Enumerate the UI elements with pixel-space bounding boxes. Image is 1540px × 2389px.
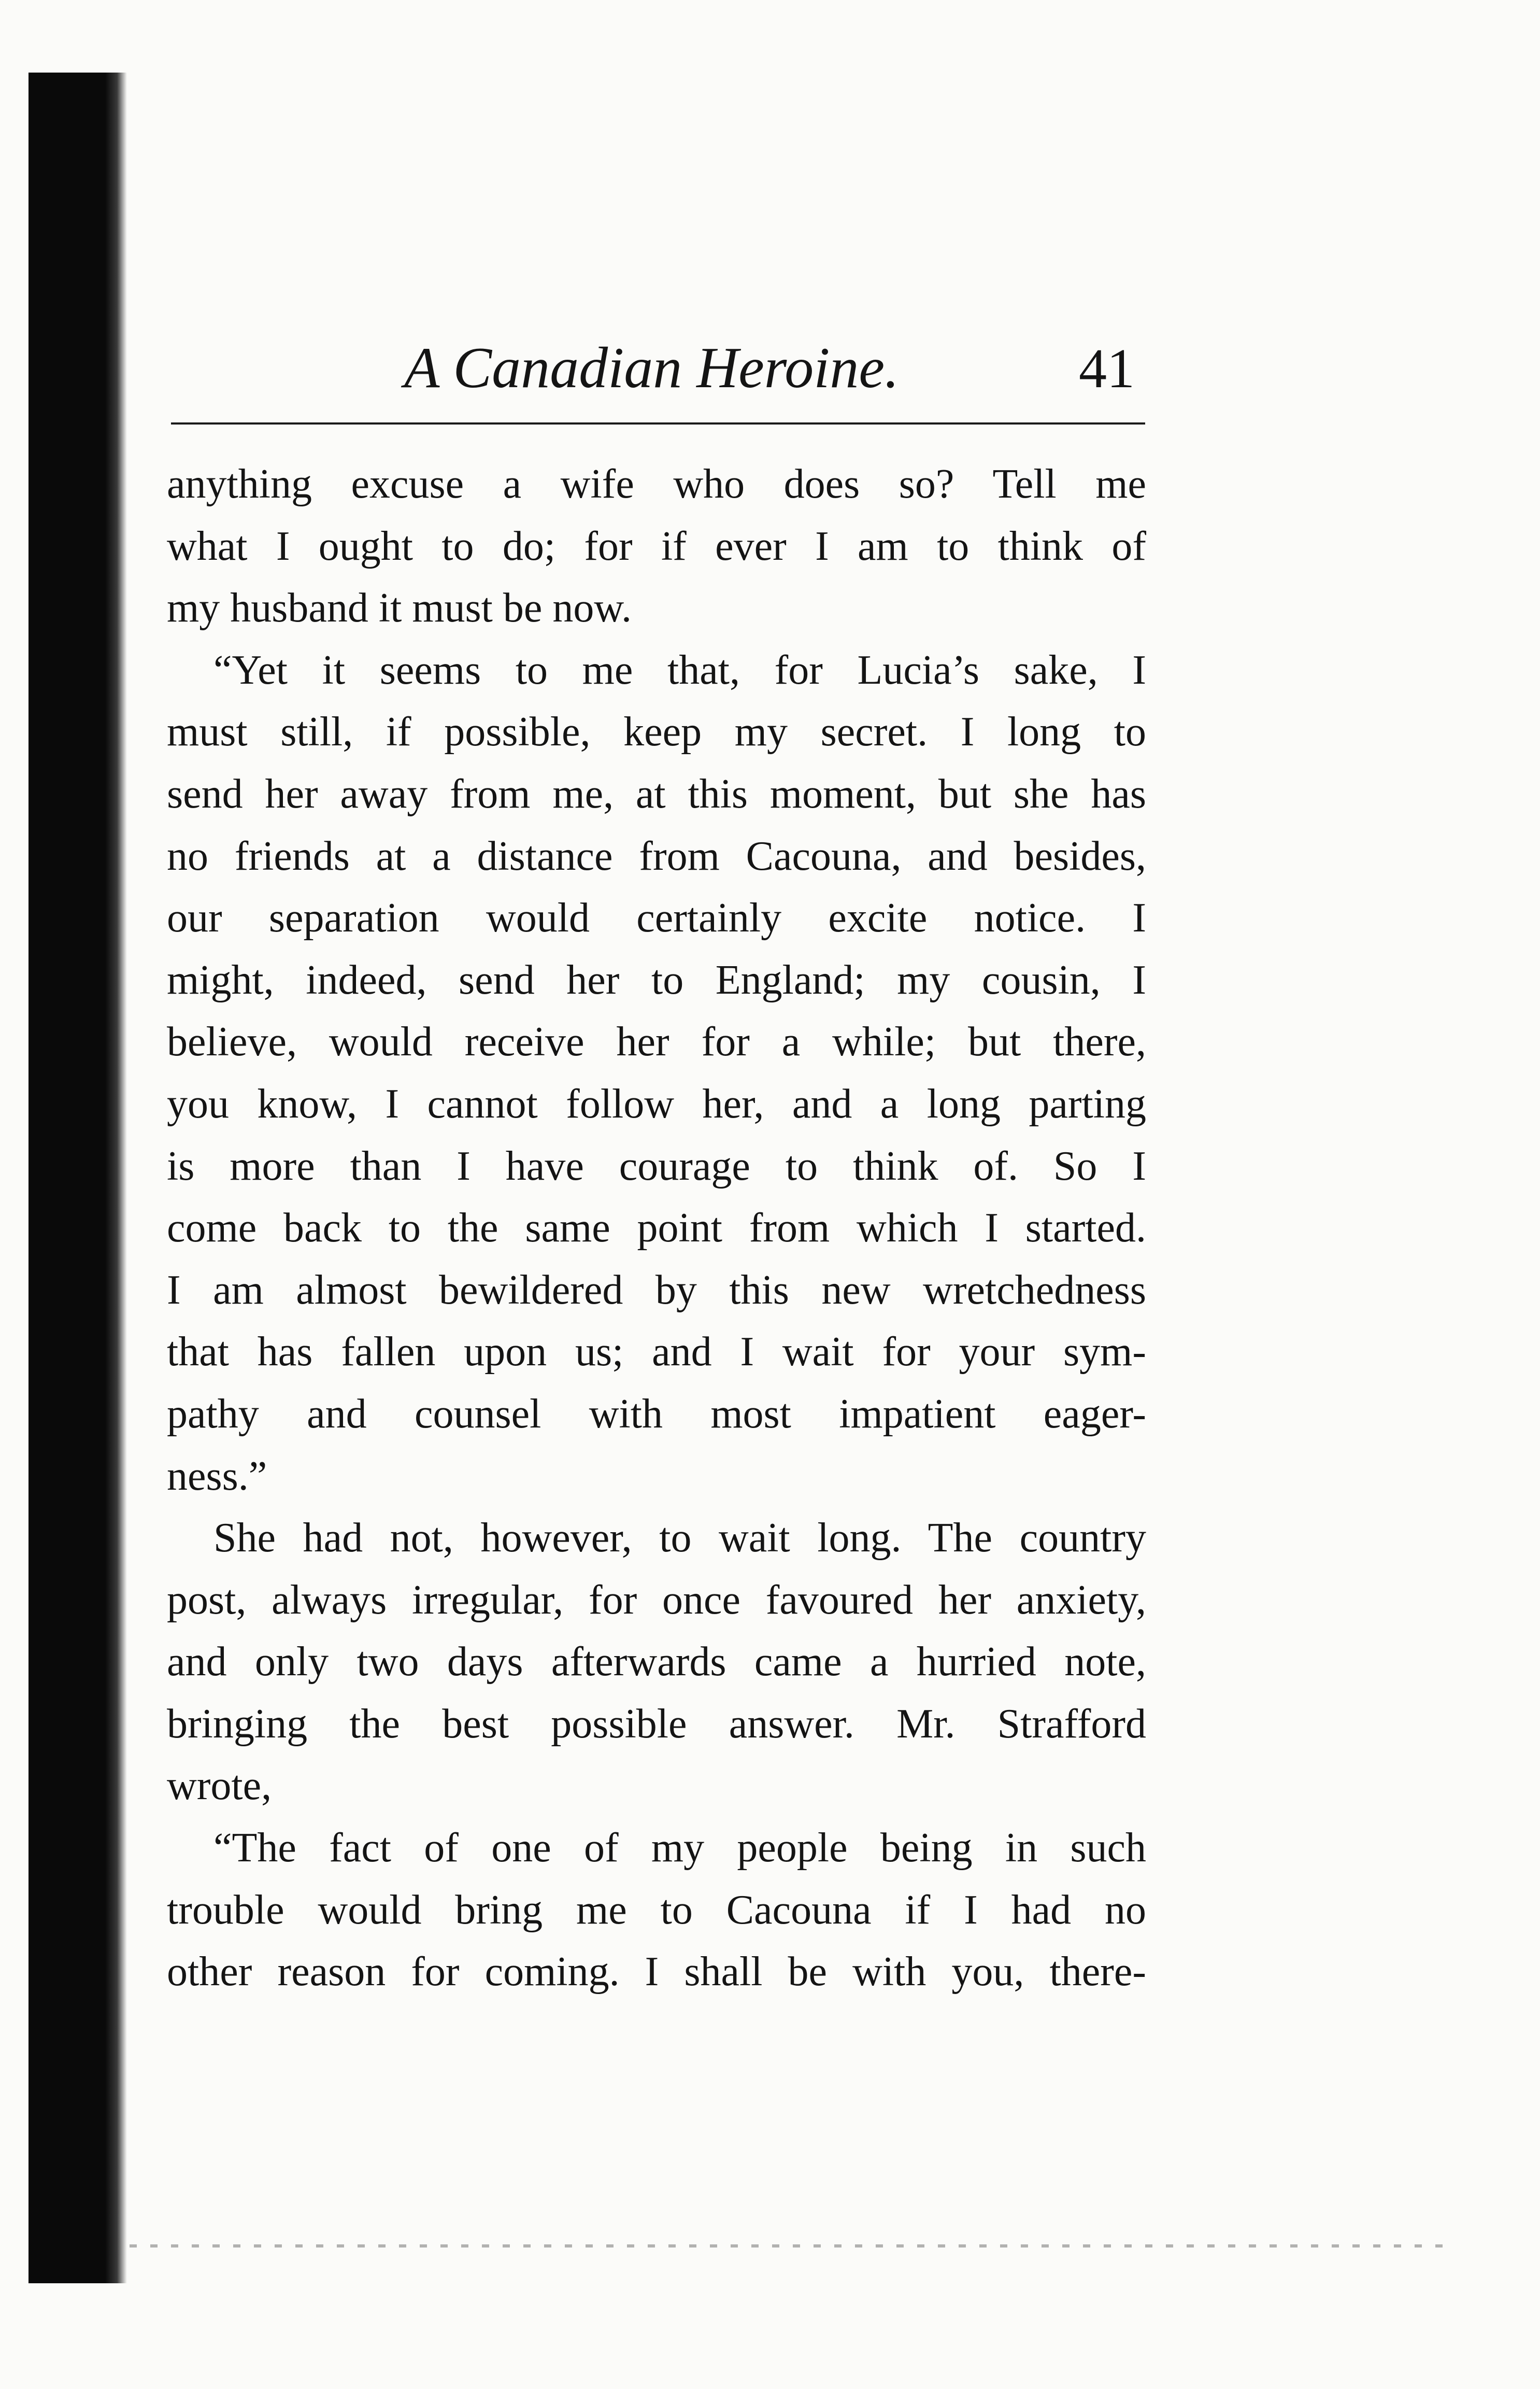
text-line: trouble would bring me to Cacouna if I had no [167, 1887, 1146, 1933]
text-line: is more than I have courage to think of. So I [167, 1143, 1146, 1189]
text-line: “Yet it seems to me that, for Lucia’s sake, I [213, 647, 1146, 693]
text-line: might, indeed, send her to England; my cousin, I [167, 957, 1146, 1003]
text-line: She had not, however, to wait long. The country [213, 1515, 1146, 1561]
text-line: wrote, [167, 1763, 272, 1809]
paragraph [167, 640, 1146, 1507]
text-line: send her away from me, at this moment, but she has [167, 771, 1146, 817]
text-line: other reason for coming. I shall be with you, there- [167, 1949, 1146, 1995]
running-title: A Canadian Heroine. [404, 336, 900, 400]
text-line: that has fallen upon us; and I wait for your sym- [167, 1329, 1146, 1375]
text-line: ness.” [167, 1453, 267, 1499]
binding-shadow [28, 73, 127, 2283]
text-line: pathy and counsel with most impatient eager- [167, 1391, 1146, 1437]
header-rule [171, 422, 1145, 425]
text-line: anything excuse a wife who does so? Tell me [167, 461, 1146, 507]
text-line: my husband it must be now. [167, 585, 632, 631]
text-line: believe, would receive her for a while; but there, [167, 1019, 1146, 1065]
text-line: no friends at a distance from Cacouna, and besides, [167, 833, 1146, 879]
text-line: our separation would certainly excite notice. I [167, 895, 1146, 941]
paragraph [167, 1507, 1146, 1817]
page-header [171, 332, 1145, 404]
text-line: post, always irregular, for once favoured her anxiety, [167, 1577, 1146, 1623]
text-line: and only two days afterwards came a hurried note, [167, 1639, 1146, 1685]
scan-noise [130, 2244, 1451, 2247]
text-line: you know, I cannot follow her, and a long parting [167, 1081, 1146, 1127]
text-line: bringing the best possible answer. Mr. Strafford [167, 1701, 1146, 1747]
text-line: what I ought to do; for if ever I am to think of [167, 523, 1146, 569]
paragraph [167, 454, 1146, 640]
text-line: come back to the same point from which I started. [167, 1205, 1146, 1251]
text-line: I am almost bewildered by this new wretchedness [167, 1267, 1146, 1313]
page-number: 41 [1079, 338, 1135, 400]
body-text [167, 454, 1146, 2003]
text-line: “The fact of one of my people being in such [213, 1825, 1146, 1871]
text-line: must still, if possible, keep my secret. I long to [167, 709, 1146, 755]
paragraph [167, 1817, 1146, 2003]
